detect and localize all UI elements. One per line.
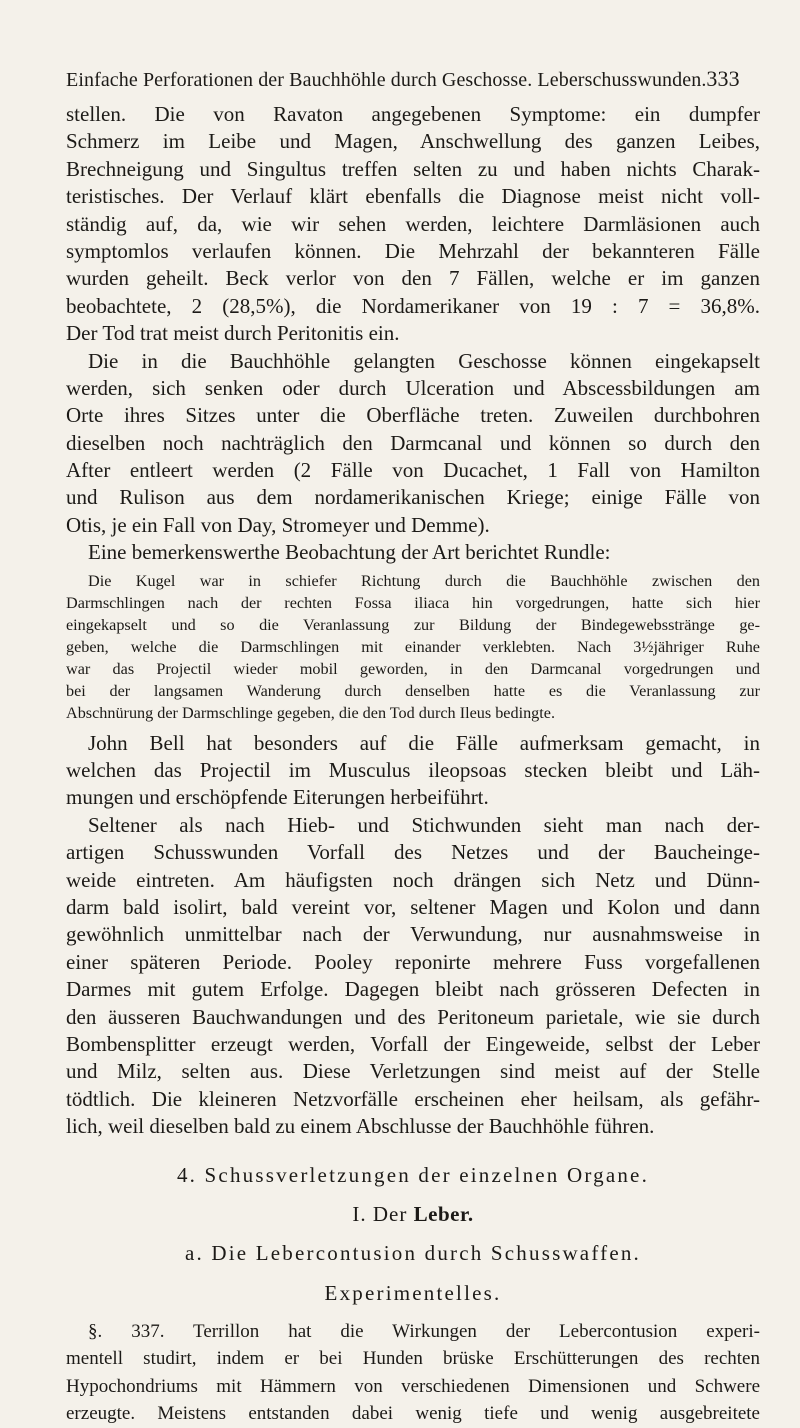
- text-line: beobachtete, 2 (28,5%), die Nordamerikaner von 19 : 7 = 36,8%.: [66, 293, 760, 318]
- text-line: After entleert werden (2 Fälle von Ducachet, 1 Fall von Hamilton: [66, 458, 760, 483]
- text-line: darm bald isolirt, bald vereint vor, seltener Magen und Kolon und dann: [66, 894, 760, 919]
- text-line: geben, welche die Darmschlingen mit einander verklebten. Nach 3½jähriger Ruhe: [66, 637, 760, 656]
- text-line: ständig auf, da, wie wir sehen werden, leichtere Darmläsionen auch: [66, 211, 760, 236]
- text-line: Hypochondriums mit Hämmern von verschiedenen Dimensionen und Schwere: [66, 1375, 760, 1397]
- subsection-heading: a. Die Lebercontusion durch Schusswaffen.: [184, 1241, 642, 1266]
- paragraph-prolapse: [66, 812, 760, 1141]
- text-line: Abschnürung der Darmschlinge gegeben, die den Tod durch Ileus bedingte.: [66, 703, 555, 722]
- paragraph-encapsulation: [66, 348, 760, 567]
- chapter-heading: [66, 1202, 760, 1229]
- text-line: symptomlos verlaufen können. Die Mehrzahl der bekannteren Fälle: [66, 238, 760, 263]
- text-line: eingekapselt und so die Veranlassung zur Bildung der Bindegewebsstränge ge-: [66, 615, 760, 634]
- text-line: Die Kugel war in schiefer Richtung durch die Bauchhöhle zwischen den: [88, 571, 760, 590]
- text-line: den äusseren Bauchwandungen und des Peritoneum parietale, wie sie durch: [66, 1004, 760, 1029]
- text-line: artigen Schusswunden Vorfall des Netzes und der Baucheinge-: [66, 840, 760, 865]
- text-line: Schmerz im Leibe und Magen, Anschwellung des ganzen Leibes,: [66, 129, 760, 154]
- paragraph-symptoms: [66, 101, 760, 348]
- text-line: §. 337. Terrillon hat die Wirkungen der Lebercontusion experi-: [88, 1321, 760, 1343]
- text-line: Brechneigung und Singultus treffen selten zu und haben nichts Charak-: [66, 156, 760, 181]
- text-line: Eine bemerkenswerthe Beobachtung der Art berichtet Rundle:: [88, 540, 611, 565]
- text-line: einer späteren Periode. Pooley reponirte mehrere Fuss vorgefallenen: [66, 949, 760, 974]
- text-line: und Milz, selten aus. Diese Verletzungen sind meist auf der Stelle: [66, 1059, 760, 1084]
- text-line: lich, weil dieselben bald zu einem Abschlusse der Bauchhöhle führen.: [66, 1114, 655, 1139]
- text-line: Seltener als nach Hieb- und Stichwunden sieht man nach der-: [88, 812, 760, 837]
- text-line: wurden geheilt. Beck verlor von den 7 Fällen, welche er im ganzen: [66, 266, 760, 291]
- text-line: Otis, je ein Fall von Day, Stromeyer und Demme).: [66, 512, 490, 537]
- text-line: mentell studirt, indem er bei Hunden brüske Erschütterungen des rechten: [66, 1348, 760, 1370]
- chapter-heading-text: I. Der Leber.: [352, 1201, 474, 1226]
- text-line: Orte ihres Sitzes unter die Oberfläche treten. Zuweilen durchbohren: [66, 403, 760, 428]
- text-line: weide eintreten. Am häufigsten noch drängen sich Netz und Dünn-: [66, 867, 760, 892]
- running-header: [66, 66, 738, 92]
- text-line: mungen und erschöpfende Eiterungen herbeiführt.: [66, 785, 489, 810]
- text-line: war das Projectil wieder mobil geworden, in den Darmcanal vorgedrungen und: [66, 659, 760, 678]
- text-line: welchen das Projectil im Musculus ileopsoas stecken bleibt und Läh-: [66, 758, 760, 783]
- text-line: Darmes mit gutem Erfolge. Dagegen bleibt nach grösseren Defecten in: [66, 977, 760, 1002]
- paragraph-bell: [66, 730, 760, 812]
- text-line: teristisches. Der Verlauf klärt ebenfalls die Diagnose meist nicht voll-: [66, 184, 760, 209]
- text-line: werden, sich senken oder durch Ulceration und Abscessbildungen am: [66, 375, 760, 400]
- text-line: dieselben noch nachträglich den Darmcanal und können so durch den: [66, 430, 760, 455]
- text-line: gewöhnlich unmittelbar nach der Verwundung, nur ausnahmsweise in: [66, 922, 760, 947]
- running-title: Einfache Perforationen der Bauchhöhle durch Geschosse. Leberschusswunden.: [66, 69, 707, 91]
- paragraph-terrillon: [66, 1318, 760, 1428]
- text-line: bei der langsamen Wanderung durch denselben hatte es die Veranlassung zur: [66, 681, 760, 700]
- page-body: [66, 101, 760, 1428]
- quoted-case-report: [66, 570, 760, 724]
- text-line: Bombensplitter erzeugt werden, Vorfall der Eingeweide, selbst der Leber: [66, 1031, 760, 1056]
- section-heading: 4. Schussverletzungen der einzelnen Organe.: [176, 1162, 650, 1187]
- text-line: Der Tod trat meist durch Peritonitis ein.: [66, 321, 400, 346]
- text-line: tödtlich. Die kleineren Netzvorfälle erscheinen eher heilsam, als gefähr-: [66, 1086, 760, 1111]
- text-line: Darmschlingen nach der rechten Fossa iliaca hin vorgedrungen, hatte sich hier: [66, 593, 760, 612]
- text-line: stellen. Die von Ravaton angegebenen Symptome: ein dumpfer: [66, 102, 760, 126]
- text-line: erzeugte. Meistens entstanden dabei wenig tiefe und wenig ausgebreitete: [66, 1403, 760, 1425]
- page-number: 333: [706, 66, 740, 91]
- experimental-heading: Experimentelles.: [324, 1280, 502, 1305]
- text-line: John Bell hat besonders auf die Fälle aufmerksam gemacht, in: [88, 730, 760, 755]
- text-line: und Rulison aus dem nordamerikanischen Kriege; einige Fälle von: [66, 485, 760, 510]
- text-line: Die in die Bauchhöhle gelangten Geschosse können eingekapselt: [88, 348, 760, 373]
